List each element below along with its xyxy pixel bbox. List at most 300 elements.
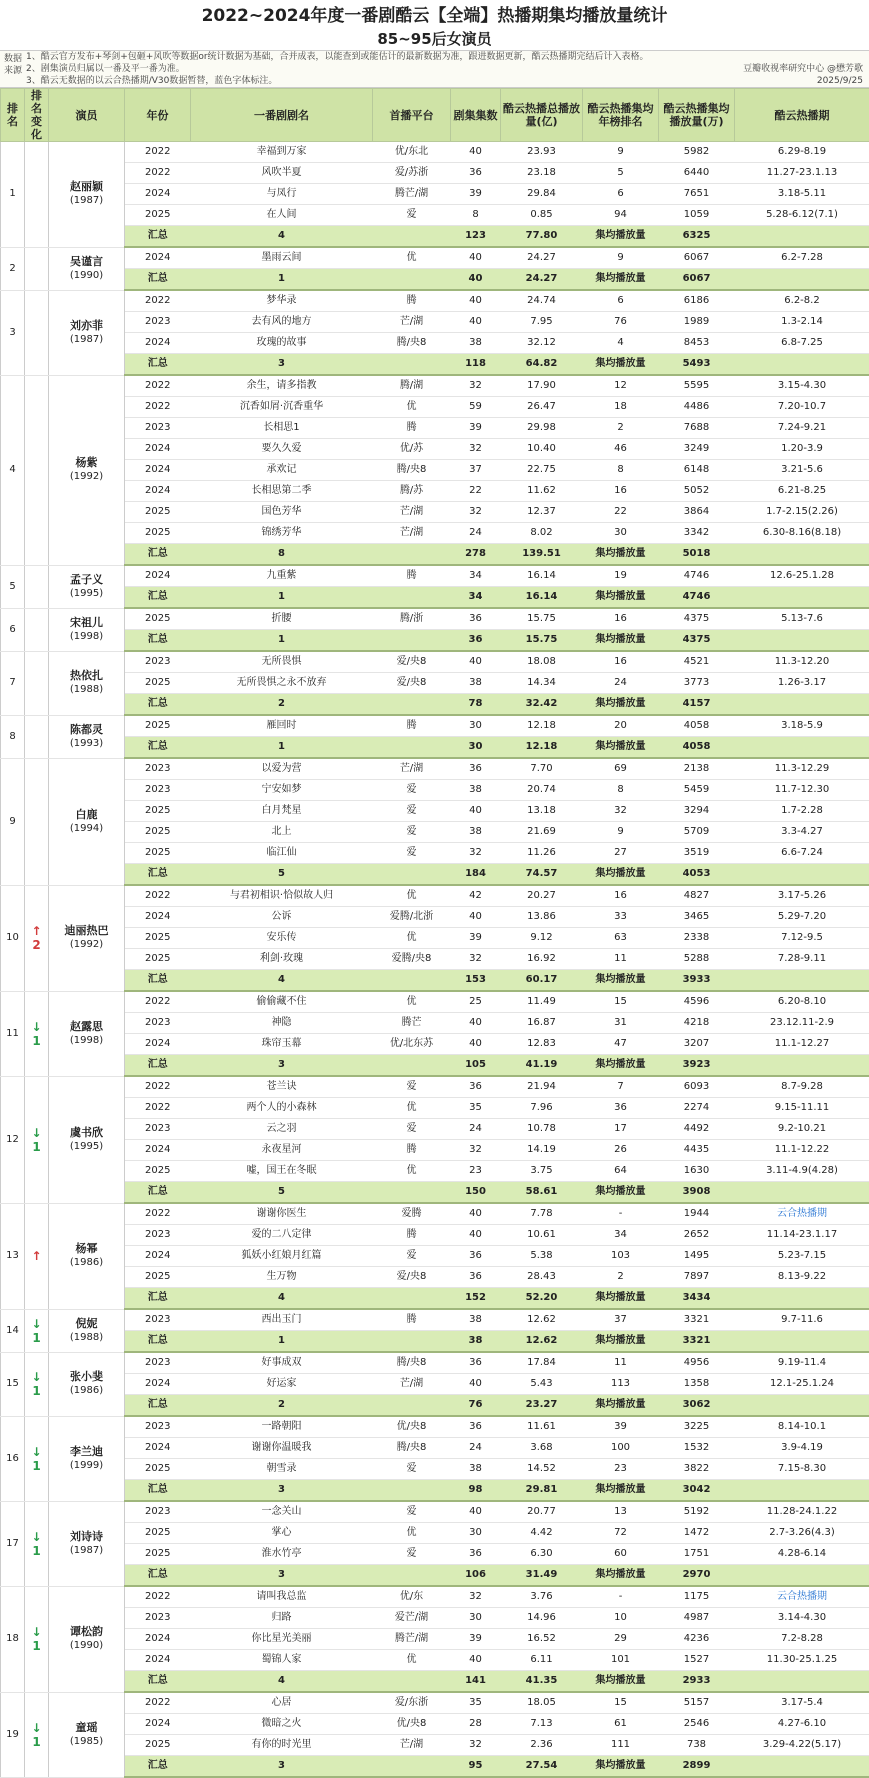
annual-rank-cell: 13 (583, 1501, 659, 1523)
avg-views-cell: 4435 (659, 1140, 735, 1161)
table-row (1, 333, 869, 354)
table-row (1, 439, 869, 460)
summary-avg-views: 4746 (659, 587, 735, 609)
rank-change-cell (25, 375, 49, 565)
table-row (1, 205, 869, 226)
arrow-down-icon: ↓ (25, 1721, 48, 1735)
rank-cell: 1 (1, 142, 25, 248)
total-views-cell: 14.52 (501, 1459, 583, 1480)
actor-birth: (1988) (49, 1331, 124, 1345)
actor-birth: (1998) (49, 1034, 124, 1048)
summary-row (1, 1480, 869, 1502)
summary-blank (735, 864, 869, 886)
avg-views-cell: 4746 (659, 565, 735, 587)
episodes-cell: 32 (451, 502, 501, 523)
summary-blank (373, 1480, 451, 1502)
avg-views-cell: 6440 (659, 163, 735, 184)
year-cell: 2023 (125, 1608, 191, 1629)
column-header: 演员 (49, 89, 125, 142)
total-views-cell: 16.52 (501, 1629, 583, 1650)
drama-title-cell: 珠帘玉幕 (191, 1034, 373, 1055)
avg-views-cell: 3519 (659, 843, 735, 864)
broadcast-period-cell: 11.30-25.1.25 (735, 1650, 869, 1671)
table-row (1, 758, 869, 780)
broadcast-period-cell: 1.7-2.28 (735, 801, 869, 822)
table-row (1, 523, 869, 544)
summary-episodes: 38 (451, 1331, 501, 1353)
summary-label: 汇总 (125, 970, 191, 992)
rank-cell: 4 (1, 375, 25, 565)
rank-cell: 15 (1, 1352, 25, 1416)
platform-cell: 爱腾/央8 (373, 949, 451, 970)
summary-row (1, 354, 869, 376)
broadcast-period-cell: 3.15-4.30 (735, 375, 869, 397)
drama-title-cell: 谢谢你医生 (191, 1203, 373, 1225)
year-cell: 2022 (125, 375, 191, 397)
platform-cell: 优 (373, 1161, 451, 1182)
actor-cell (49, 1586, 125, 1692)
avg-views-cell: 7688 (659, 418, 735, 439)
summary-episodes: 105 (451, 1055, 501, 1077)
annual-rank-cell: 29 (583, 1629, 659, 1650)
table-row (1, 1267, 869, 1288)
year-cell: 2024 (125, 333, 191, 354)
platform-cell: 腾 (373, 1225, 451, 1246)
arrow-down-icon: ↓ (25, 1370, 48, 1384)
actor-birth: (1990) (49, 269, 124, 283)
annual-rank-cell: 69 (583, 758, 659, 780)
summary-avg-views: 4157 (659, 694, 735, 716)
episodes-cell: 32 (451, 439, 501, 460)
platform-cell: 爱 (373, 843, 451, 864)
summary-avg-views: 5018 (659, 544, 735, 566)
summary-count: 3 (191, 1756, 373, 1778)
actor-cell (49, 885, 125, 991)
broadcast-period-cell: 2.7-3.26(4.3) (735, 1523, 869, 1544)
total-views-cell: 7.78 (501, 1203, 583, 1225)
annual-rank-cell: 100 (583, 1438, 659, 1459)
avg-views-cell: 3249 (659, 439, 735, 460)
actor-name: 童瑶 (76, 1721, 98, 1734)
annual-rank-cell: 10 (583, 1608, 659, 1629)
year-cell: 2025 (125, 949, 191, 970)
platform-cell: 优 (373, 1650, 451, 1671)
arrow-up-icon: ↑ (25, 924, 48, 938)
drama-title-cell: 余生，请多指教 (191, 375, 373, 397)
episodes-cell: 40 (451, 1501, 501, 1523)
annual-rank-cell: 8 (583, 460, 659, 481)
year-cell: 2025 (125, 928, 191, 949)
stats-table (0, 88, 869, 1778)
year-cell: 2024 (125, 1714, 191, 1735)
summary-count: 4 (191, 970, 373, 992)
broadcast-period-cell: 8.13-9.22 (735, 1267, 869, 1288)
year-cell: 2022 (125, 1692, 191, 1714)
total-views-cell: 16.92 (501, 949, 583, 970)
annual-rank-cell: 34 (583, 1225, 659, 1246)
actor-name: 热依扎 (70, 669, 103, 682)
summary-count: 1 (191, 587, 373, 609)
summary-row (1, 1756, 869, 1778)
table-row (1, 907, 869, 928)
platform-cell: 腾/央8 (373, 1438, 451, 1459)
platform-cell: 优/苏 (373, 439, 451, 460)
episodes-cell: 40 (451, 1374, 501, 1395)
platform-cell: 芒/湖 (373, 758, 451, 780)
summary-total-views: 52.20 (501, 1288, 583, 1310)
drama-title-cell: 淮水竹亭 (191, 1544, 373, 1565)
platform-cell: 爱 (373, 1459, 451, 1480)
summary-blank (373, 269, 451, 291)
year-cell: 2025 (125, 715, 191, 737)
episodes-cell: 36 (451, 1416, 501, 1438)
summary-avg-views: 5493 (659, 354, 735, 376)
avg-views-cell: 5192 (659, 1501, 735, 1523)
summary-row (1, 1565, 869, 1587)
summary-avg-views: 3062 (659, 1395, 735, 1417)
platform-cell: 爱 (373, 1246, 451, 1267)
episodes-cell: 35 (451, 1098, 501, 1119)
rank-change-cell (25, 1203, 49, 1309)
rank-cell: 3 (1, 290, 25, 375)
summary-blank (735, 269, 869, 291)
annual-rank-cell: 16 (583, 481, 659, 502)
rank-change-value: 1 (25, 1331, 48, 1345)
table-row (1, 1544, 869, 1565)
annual-rank-cell: 111 (583, 1735, 659, 1756)
avg-views-cell: 7897 (659, 1267, 735, 1288)
summary-episodes: 98 (451, 1480, 501, 1502)
table-row (1, 885, 869, 907)
total-views-cell: 21.69 (501, 822, 583, 843)
column-header: 排名 (1, 89, 25, 142)
broadcast-period-cell: 7.15-8.30 (735, 1459, 869, 1480)
avg-views-cell: 3822 (659, 1459, 735, 1480)
episodes-cell: 24 (451, 1438, 501, 1459)
summary-avg-label: 集均播放量 (583, 1331, 659, 1353)
avg-views-cell: 6093 (659, 1076, 735, 1098)
avg-views-cell: 4486 (659, 397, 735, 418)
year-cell: 2022 (125, 163, 191, 184)
avg-views-cell: 6148 (659, 460, 735, 481)
broadcast-period-cell: 云合热播期 (735, 1203, 869, 1225)
avg-views-cell: 3864 (659, 502, 735, 523)
summary-avg-label: 集均播放量 (583, 1395, 659, 1417)
column-header: 酷云热播集均播放量(万) (659, 89, 735, 142)
rank-change-value: 1 (25, 1384, 48, 1398)
table-row (1, 163, 869, 184)
rank-change-cell (25, 1586, 49, 1692)
rank-change-cell (25, 142, 49, 248)
table-row (1, 481, 869, 502)
platform-cell: 爱腾 (373, 1203, 451, 1225)
actor-cell (49, 142, 125, 248)
annual-rank-cell: 36 (583, 1098, 659, 1119)
summary-row (1, 737, 869, 759)
summary-episodes: 78 (451, 694, 501, 716)
summary-label: 汇总 (125, 587, 191, 609)
summary-avg-label: 集均播放量 (583, 1480, 659, 1502)
drama-title-cell: 永夜星河 (191, 1140, 373, 1161)
episodes-cell: 8 (451, 205, 501, 226)
rank-change-value: 1 (25, 1140, 48, 1154)
actor-cell (49, 1203, 125, 1309)
rank-cell: 8 (1, 715, 25, 758)
summary-avg-label: 集均播放量 (583, 587, 659, 609)
annual-rank-cell: - (583, 1203, 659, 1225)
platform-cell: 腾 (373, 715, 451, 737)
summary-avg-label: 集均播放量 (583, 226, 659, 248)
actor-name: 虞书欣 (70, 1126, 103, 1139)
actor-cell (49, 565, 125, 608)
summary-blank (373, 970, 451, 992)
platform-cell: 爱 (373, 1501, 451, 1523)
annual-rank-cell: 76 (583, 312, 659, 333)
table-row (1, 460, 869, 481)
episodes-cell: 34 (451, 565, 501, 587)
annual-rank-cell: 46 (583, 439, 659, 460)
platform-cell: 爱 (373, 780, 451, 801)
summary-avg-views: 3434 (659, 1288, 735, 1310)
broadcast-period-cell: 3.18-5.9 (735, 715, 869, 737)
table-row (1, 1650, 869, 1671)
column-header: 年份 (125, 89, 191, 142)
summary-avg-label: 集均播放量 (583, 737, 659, 759)
drama-title-cell: 公诉 (191, 907, 373, 928)
avg-views-cell: 1358 (659, 1374, 735, 1395)
year-cell: 2022 (125, 290, 191, 312)
total-views-cell: 10.40 (501, 439, 583, 460)
drama-title-cell: 朝雪录 (191, 1459, 373, 1480)
episodes-cell: 59 (451, 397, 501, 418)
annual-rank-cell: 12 (583, 375, 659, 397)
summary-blank (735, 1671, 869, 1693)
summary-count: 1 (191, 269, 373, 291)
year-cell: 2025 (125, 673, 191, 694)
table-row (1, 715, 869, 737)
drama-title-cell: 苍兰诀 (191, 1076, 373, 1098)
total-views-cell: 11.61 (501, 1416, 583, 1438)
drama-title-cell: 锦绣芳华 (191, 523, 373, 544)
year-cell: 2024 (125, 1629, 191, 1650)
annual-rank-cell: 113 (583, 1374, 659, 1395)
platform-cell: 优 (373, 247, 451, 269)
total-views-cell: 24.27 (501, 247, 583, 269)
episodes-cell: 42 (451, 885, 501, 907)
broadcast-period-cell: 5.13-7.6 (735, 608, 869, 630)
annual-rank-cell: 33 (583, 907, 659, 928)
actor-cell (49, 1352, 125, 1416)
summary-total-views: 58.61 (501, 1182, 583, 1204)
annual-rank-cell: 39 (583, 1416, 659, 1438)
drama-title-cell: 国色芳华 (191, 502, 373, 523)
total-views-cell: 21.94 (501, 1076, 583, 1098)
arrow-up-icon: ↑ (25, 1249, 48, 1263)
summary-total-views: 41.19 (501, 1055, 583, 1077)
year-cell: 2022 (125, 1076, 191, 1098)
platform-cell: 爱芒/湖 (373, 1608, 451, 1629)
summary-row (1, 226, 869, 248)
year-cell: 2025 (125, 1523, 191, 1544)
annual-rank-cell: 32 (583, 801, 659, 822)
annual-rank-cell: 2 (583, 1267, 659, 1288)
summary-total-views: 12.62 (501, 1331, 583, 1353)
annual-rank-cell: 37 (583, 1309, 659, 1331)
broadcast-period-cell: 1.26-3.17 (735, 673, 869, 694)
drama-title-cell: 心居 (191, 1692, 373, 1714)
avg-views-cell: 2338 (659, 928, 735, 949)
summary-blank (373, 544, 451, 566)
drama-title-cell: 玫瑰的故事 (191, 333, 373, 354)
platform-cell: 优 (373, 885, 451, 907)
table-row (1, 949, 869, 970)
summary-episodes: 34 (451, 587, 501, 609)
avg-views-cell: 3773 (659, 673, 735, 694)
summary-avg-label: 集均播放量 (583, 269, 659, 291)
platform-cell: 芒/湖 (373, 312, 451, 333)
episodes-cell: 40 (451, 651, 501, 673)
year-cell: 2024 (125, 439, 191, 460)
summary-label: 汇总 (125, 226, 191, 248)
total-views-cell: 7.95 (501, 312, 583, 333)
broadcast-period-cell: 6.20-8.10 (735, 991, 869, 1013)
table-row (1, 822, 869, 843)
annual-rank-cell: 47 (583, 1034, 659, 1055)
summary-episodes: 76 (451, 1395, 501, 1417)
summary-blank (735, 1055, 869, 1077)
table-row (1, 1714, 869, 1735)
summary-row (1, 1055, 869, 1077)
table-row (1, 502, 869, 523)
drama-title-cell: 西出玉门 (191, 1309, 373, 1331)
broadcast-period-cell: 4.28-6.14 (735, 1544, 869, 1565)
table-row (1, 1459, 869, 1480)
platform-cell: 爱 (373, 801, 451, 822)
year-cell: 2024 (125, 1374, 191, 1395)
avg-views-cell: 5709 (659, 822, 735, 843)
actor-name: 白鹿 (76, 808, 98, 821)
avg-views-cell: 3465 (659, 907, 735, 928)
summary-count: 5 (191, 864, 373, 886)
platform-cell: 优/北东苏 (373, 1034, 451, 1055)
rank-change-cell (25, 565, 49, 608)
annual-rank-cell: 11 (583, 949, 659, 970)
annual-rank-cell: 8 (583, 780, 659, 801)
summary-avg-label: 集均播放量 (583, 970, 659, 992)
episodes-cell: 40 (451, 1650, 501, 1671)
annual-rank-cell: 9 (583, 142, 659, 163)
summary-avg-views: 4375 (659, 630, 735, 652)
broadcast-period-cell: 9.15-11.11 (735, 1098, 869, 1119)
actor-birth: (1990) (49, 1639, 124, 1653)
platform-cell: 爱/央8 (373, 1267, 451, 1288)
annual-rank-cell: 72 (583, 1523, 659, 1544)
summary-label: 汇总 (125, 354, 191, 376)
actor-birth: (1998) (49, 630, 124, 644)
actor-name: 吴谨言 (70, 255, 103, 268)
rank-change-cell (25, 885, 49, 991)
summary-avg-label: 集均播放量 (583, 1565, 659, 1587)
platform-cell: 优/东北 (373, 142, 451, 163)
notes-source (683, 51, 869, 87)
platform-cell: 腾 (373, 1309, 451, 1331)
summary-label: 汇总 (125, 694, 191, 716)
table-row (1, 1119, 869, 1140)
rank-change-cell (25, 991, 49, 1076)
actor-birth: (1987) (49, 194, 124, 208)
table-row (1, 843, 869, 864)
episodes-cell: 32 (451, 1586, 501, 1608)
rank-change-cell (25, 247, 49, 290)
rank-cell: 6 (1, 608, 25, 651)
total-views-cell: 11.49 (501, 991, 583, 1013)
broadcast-period-cell: 6.30-8.16(8.18) (735, 523, 869, 544)
episodes-cell: 38 (451, 822, 501, 843)
episodes-cell: 36 (451, 1544, 501, 1565)
table-row (1, 1523, 869, 1544)
annual-rank-cell: 16 (583, 651, 659, 673)
actor-birth: (1993) (49, 737, 124, 751)
avg-views-cell: 8453 (659, 333, 735, 354)
actor-cell (49, 758, 125, 885)
broadcast-period-cell: 4.27-6.10 (735, 1714, 869, 1735)
year-cell: 2025 (125, 822, 191, 843)
annual-rank-cell: 64 (583, 1161, 659, 1182)
summary-episodes: 95 (451, 1756, 501, 1778)
platform-cell: 爱/央8 (373, 673, 451, 694)
table-row (1, 312, 869, 333)
year-cell: 2024 (125, 1246, 191, 1267)
summary-label: 汇总 (125, 1671, 191, 1693)
rank-cell: 14 (1, 1309, 25, 1352)
column-header: 酷云热播集均年榜排名 (583, 89, 659, 142)
avg-views-cell: 1495 (659, 1246, 735, 1267)
drama-title-cell: 生万物 (191, 1267, 373, 1288)
summary-row (1, 630, 869, 652)
summary-count: 1 (191, 1331, 373, 1353)
annual-rank-cell: 4 (583, 333, 659, 354)
episodes-cell: 40 (451, 247, 501, 269)
actor-birth: (1999) (49, 1459, 124, 1473)
annual-rank-cell: 61 (583, 1714, 659, 1735)
broadcast-period-cell: 8.7-9.28 (735, 1076, 869, 1098)
platform-cell: 腾/苏 (373, 481, 451, 502)
summary-row (1, 1331, 869, 1353)
year-cell: 2024 (125, 460, 191, 481)
year-cell: 2025 (125, 843, 191, 864)
total-views-cell: 16.14 (501, 565, 583, 587)
total-views-cell: 29.84 (501, 184, 583, 205)
annual-rank-cell: 101 (583, 1650, 659, 1671)
summary-avg-label: 集均播放量 (583, 1756, 659, 1778)
summary-blank (735, 544, 869, 566)
year-cell: 2023 (125, 312, 191, 333)
summary-total-views: 74.57 (501, 864, 583, 886)
year-cell: 2022 (125, 1203, 191, 1225)
total-views-cell: 13.86 (501, 907, 583, 928)
summary-episodes: 278 (451, 544, 501, 566)
year-cell: 2023 (125, 418, 191, 439)
episodes-cell: 36 (451, 758, 501, 780)
broadcast-period-cell: 7.20-10.7 (735, 397, 869, 418)
summary-label: 汇总 (125, 1756, 191, 1778)
episodes-cell: 38 (451, 1309, 501, 1331)
year-cell: 2024 (125, 247, 191, 269)
column-header: 一番剧剧名 (191, 89, 373, 142)
summary-blank (373, 1182, 451, 1204)
total-views-cell: 10.61 (501, 1225, 583, 1246)
year-cell: 2024 (125, 565, 191, 587)
